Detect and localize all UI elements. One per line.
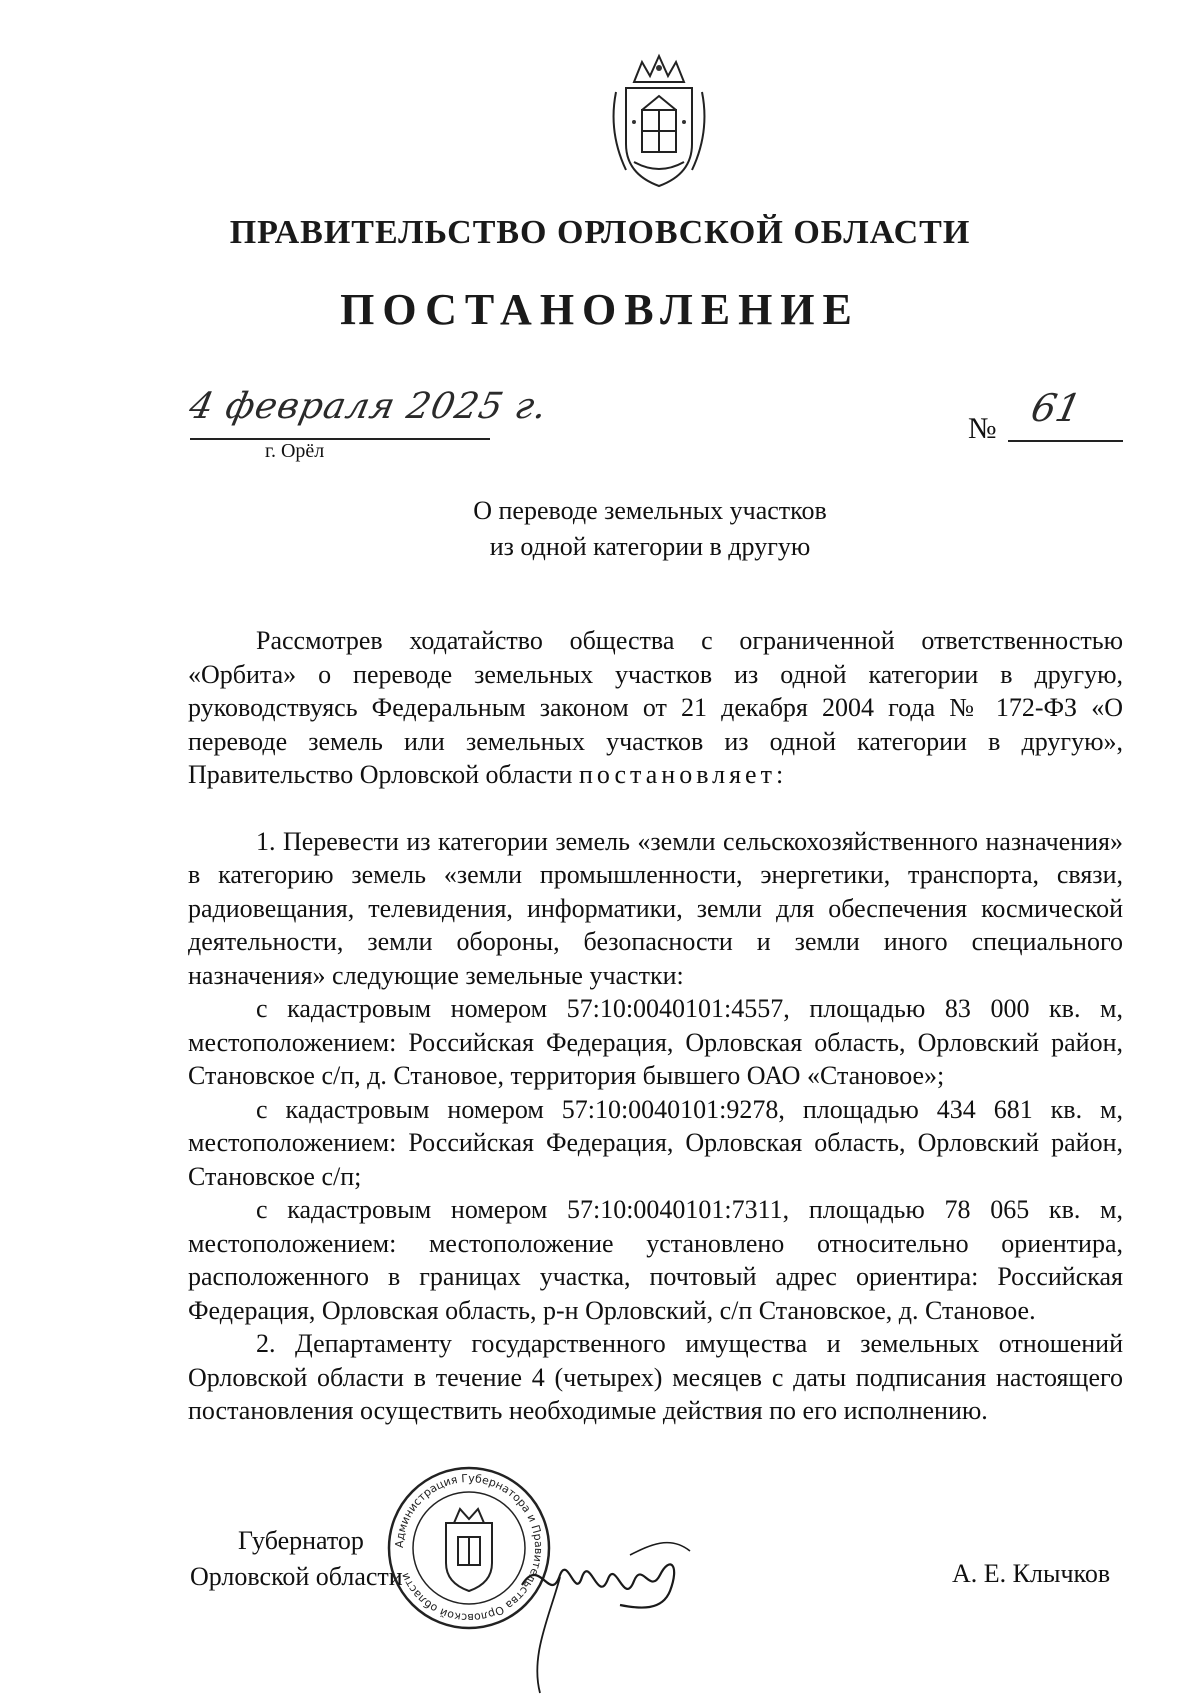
signatory-name: А. Е. Клычков — [952, 1559, 1111, 1588]
handwritten-number: 61 — [1027, 386, 1086, 430]
preamble-paragraph — [188, 624, 1123, 792]
document-subject — [0, 493, 1200, 565]
document-type-title: ПОСТАНОВЛЕНИЕ — [340, 285, 860, 334]
document-body — [188, 624, 1123, 1428]
preamble-text: Рассмотрев ходатайство общества с ограниченной ответственностью «Орбита» о переводе земельных участков из одной категории в другую, руководствуясь Федеральным законом от 21 декабря 2004 года № 172-ФЗ «О переводе земель или земельных участков из одной категории в другую», Правительство Орловской области — [188, 626, 1123, 789]
number-underline — [1008, 440, 1123, 442]
position-line-2: Орловской области — [190, 1562, 403, 1591]
coat-of-arms-emblem — [604, 52, 714, 192]
preamble-verb: постановляет: — [578, 760, 788, 789]
item-1-paragraph: 1. Перевести из категории земель «земли сельскохозяйственного назначения» в категорию земель «земли промышленности, энергетики, транспорта, связи, радиовещания, телевидения, информатики, земли для обеспечения космической деятельности, земли обороны, безопасности и земли иного специального назначения» следующие земельные участки: — [188, 826, 1123, 990]
parcel-1-paragraph: с кадастровым номером 57:10:0040101:4557, площадью 83 000 кв. м, местоположением: Российская Федерация, Орловская область, Орловский район, Становское с/п, д. Становое, территория бывшего ОАО «Становое»; — [188, 994, 1123, 1090]
handwritten-signature — [520, 1515, 700, 1695]
parcel-2-paragraph: с кадастровым номером 57:10:0040101:9278, площадью 434 681 кв. м, местоположением: Российская Федерация, Орловская область, Орловский район, Становское с/п; — [188, 1094, 1123, 1191]
number-label: № — [968, 412, 997, 445]
item-2-paragraph: 2. Департаменту государственного имущества и земельных отношений Орловской области в течение 4 (четырех) месяцев с даты подписания настоящего постановления осуществить необходимые действия по его исполнению. — [188, 1329, 1123, 1425]
seal-text: Администрация Губернатора и Правительства Орловской области — [392, 1471, 546, 1625]
government-title: ПРАВИТЕЛЬСТВО ОРЛОВСКОЙ ОБЛАСТИ — [229, 214, 971, 251]
signatory-position — [190, 1523, 403, 1595]
parcel-3-paragraph: с кадастровым номером 57:10:0040101:7311, площадью 78 065 кв. м, местоположением: местоположение установлено относительно ориентира, расположенного в границах участка, почтовый адрес ориентира: Российская Федерация, Орловская область, р-н Орловский, с/п Становское, д. Становое. — [188, 1195, 1123, 1325]
position-line-1: Губернатор — [238, 1526, 364, 1555]
city-label: г. Орёл — [265, 440, 325, 462]
handwritten-date: 4 февраля 2025 г. — [185, 386, 552, 427]
date-underline — [190, 438, 490, 440]
subject-line-1: О переводе земельных участков — [473, 496, 827, 525]
subject-line-2: из одной категории в другую — [489, 532, 811, 561]
